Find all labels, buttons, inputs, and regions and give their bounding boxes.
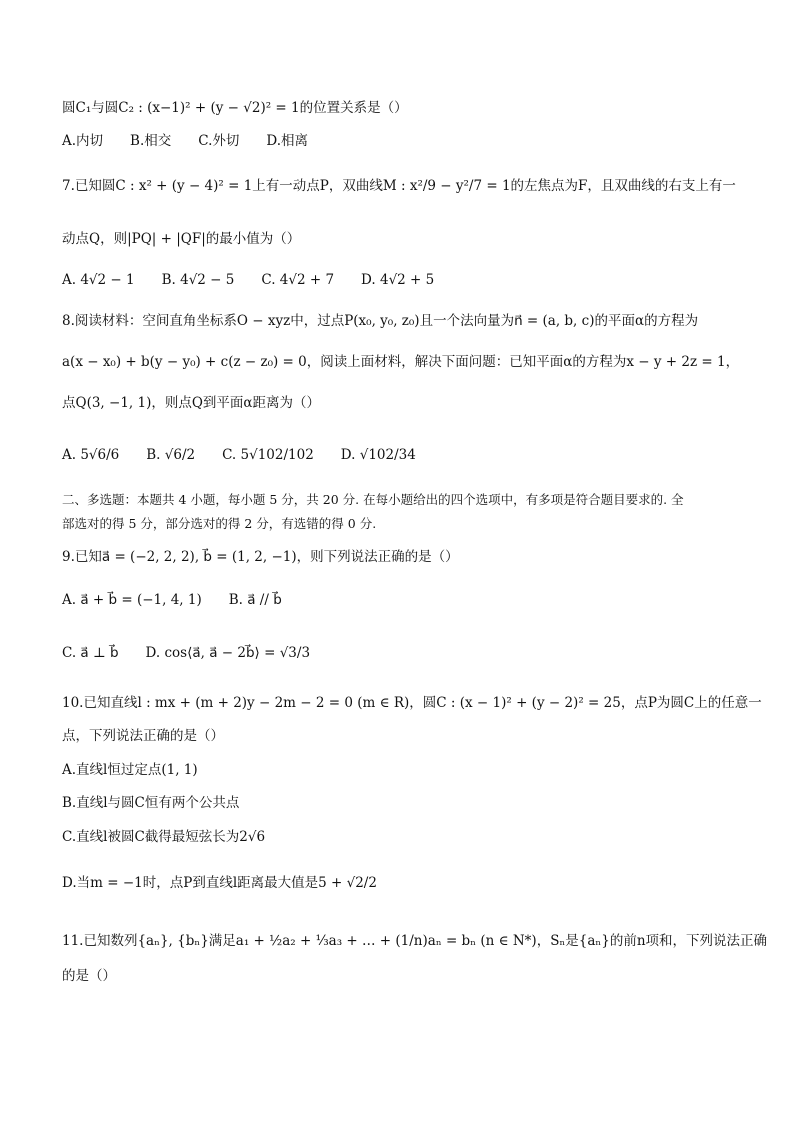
q11-stem-cont: 的是（） — [62, 968, 116, 984]
q11-stem: 11.已知数列{aₙ}, {bₙ}满足a₁ + ½a₂ + ⅓a₃ + … + (1/n)aₙ = bₙ (n ∈ N*)，Sₙ是{aₙ}的前n项和，下列说法正确 — [62, 933, 768, 949]
q9-stem: 9.已知a⃗ = (−2, 2, 2), b⃗ = (1, 2, −1)，则下列说法正确的是（） — [62, 549, 459, 565]
section-heading-cont: 部选对的得 5 分，部分选对的得 2 分，有选错的得 0 分. — [62, 516, 377, 531]
q9-options-cd: C. a⃗ ⊥ b⃗ D. cos⟨a⃗, a⃗ − 2b⃗⟩ = √3/3 — [62, 645, 311, 661]
q6-stem-end: 圆C₁与圆C₂ : (x−1)² + (y − √2)² = 1的位置关系是（） — [62, 100, 408, 116]
q10-option-b: B.直线l与圆C恒有两个公共点 — [62, 795, 240, 811]
q10-stem-cont: 点，下列说法正确的是（） — [62, 728, 224, 744]
q6-options: A.内切 B.相交 C.外切 D.相离 — [62, 133, 309, 149]
q10-option-d: D.当m = −1时，点P到直线l距离最大值是5 + √2/2 — [62, 875, 377, 891]
q8-options: A. 5√6/6 B. √6/2 C. 5√102/102 D. √102/34 — [62, 447, 416, 463]
q8-stem: 8.阅读材料：空间直角坐标系O − xyz中，过点P(x₀, y₀, z₀)且一个法向量为n⃗ = (a, b, c)的平面α的方程为 — [62, 313, 699, 329]
q9-options-ab: A. a⃗ + b⃗ = (−1, 4, 1) B. a⃗ // b⃗ — [62, 592, 282, 608]
q10-option-c: C.直线l被圆C截得最短弦长为2√6 — [62, 829, 266, 845]
q8-stem-cont: a(x − x₀) + b(y − y₀) + c(z − z₀) = 0，阅读上面材料，解决下面问题：已知平面α的方程为x − y + 2z = 1， — [62, 354, 740, 370]
q7-stem-cont: 动点Q，则|PQ| + |QF|的最小值为（） — [62, 231, 301, 247]
q7-stem: 7.已知圆C : x² + (y − 4)² = 1上有一动点P，双曲线M : x²/9 − y²/7 = 1的左焦点为F，且双曲线的右支上有一 — [62, 178, 736, 194]
q10-stem: 10.已知直线l : mx + (m + 2)y − 2m − 2 = 0 (m ∈ R)，圆C : (x − 1)² + (y − 2)² = 25，点P为圆C上的任意一 — [62, 695, 762, 711]
section-heading: 二、多选题：本题共 4 小题，每小题 5 分，共 20 分. 在每小题给出的四个选项中，有多项是符合题目要求的. 全 — [62, 492, 684, 507]
q10-option-a: A.直线l恒过定点(1, 1) — [62, 762, 198, 778]
q8-stem-cont-2: 点Q(3, −1, 1)，则点Q到平面α距离为（） — [62, 395, 321, 411]
q7-options: A. 4√2 − 1 B. 4√2 − 5 C. 4√2 + 7 D. 4√2 + 5 — [62, 272, 435, 288]
